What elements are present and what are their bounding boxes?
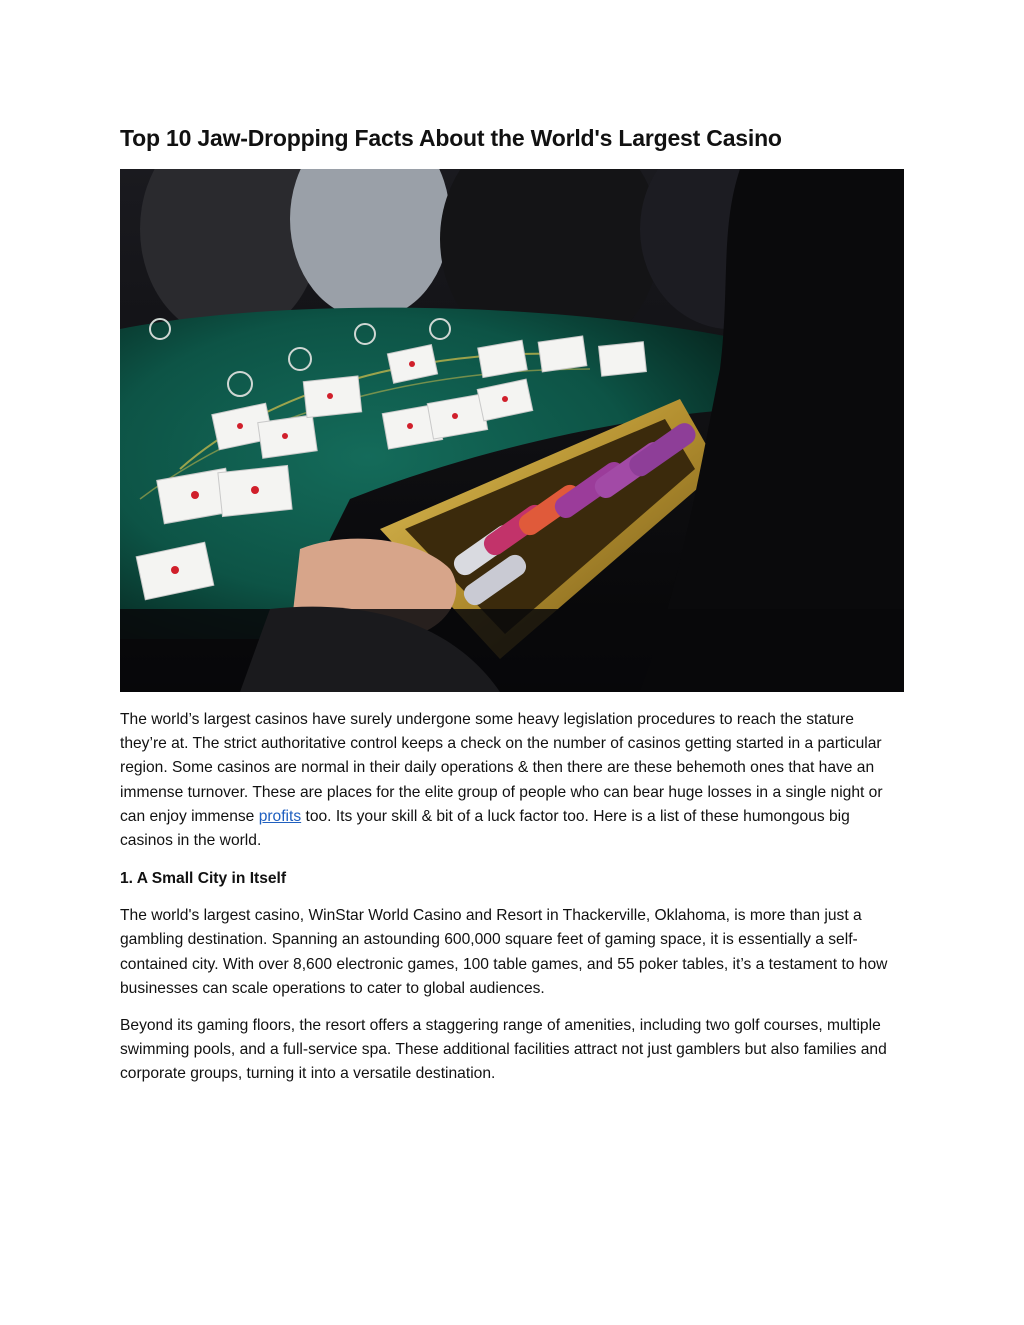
section-paragraph-1: The world's largest casino, WinStar World Casino and Resort in Thackerville, Oklahoma, is more than just a gambling destination. Spanning an astounding 600,000 square feet of gaming space, it is essentially a self-contained city. With over 8,600 electronic games, 100 table games, and 55 poker tables, it’s a testament to how businesses can scale operations to cater to global audiences. <box>120 907 888 997</box>
section-paragraph-2: Beyond its gaming floors, the resort offers a staggering range of amenities, including two golf courses, multiple swimming pools, and a full-service spa. These additional facilities attract not just gamblers but also families and corporate groups, turning it into a versatile destination. <box>120 1017 887 1083</box>
section-heading: 1. A Small City in Itself <box>120 870 287 888</box>
intro-paragraph <box>120 708 905 853</box>
document-page <box>120 120 905 1087</box>
intro-text-before: The world’s largest casinos have surely undergone some heavy legislation procedures to reach the stature they’re at. The strict authoritative control keeps a check on the number of casinos getting started in a particular region. Some casinos are normal in their daily operations & then there are these behemoth ones that have an immense turnover. These are places for the elite group of people who can bear huge losses in a single night or can enjoy immense <box>120 711 883 825</box>
intro-text-after: too. Its your skill & bit of a luck factor too. Here is a list of these humongous big casinos in the world. <box>120 807 850 850</box>
casino-table-photo <box>120 169 904 692</box>
profits-link[interactable]: profits <box>258 807 302 825</box>
article-title: Top 10 Jaw-Dropping Facts About the World's Largest Casino <box>120 125 782 151</box>
